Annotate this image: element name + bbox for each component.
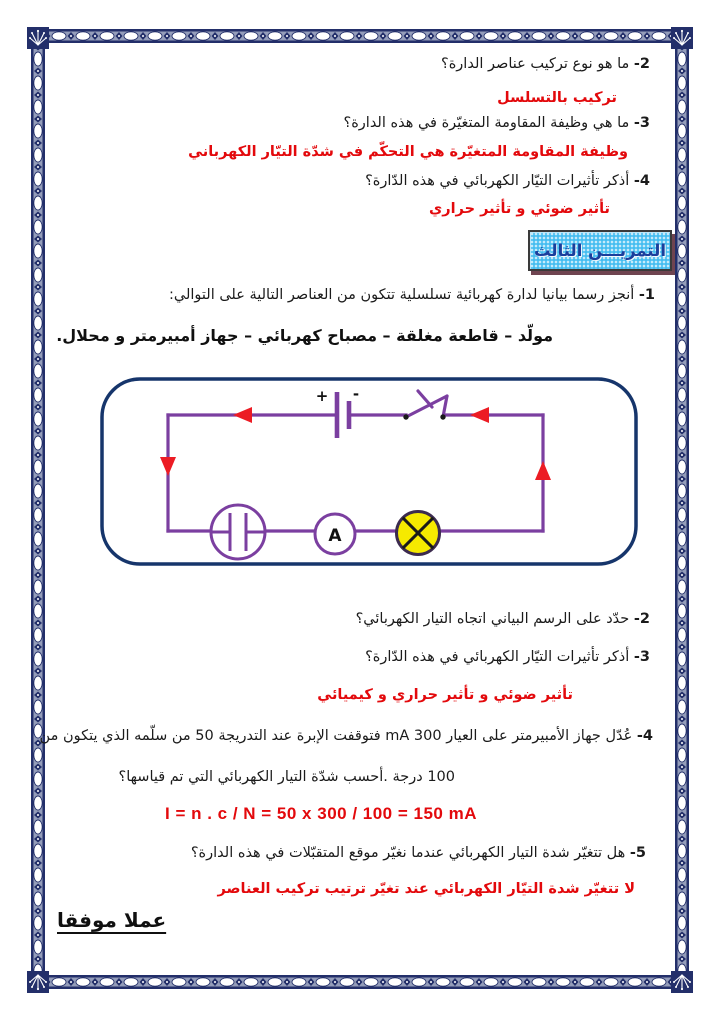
question-text: أذكر تأثيرات التيّار الكهربائي في هذه الدّارة؟: [365, 173, 630, 189]
arrow-left-down: [160, 457, 176, 476]
question-text: هل تتغيّر شدة التيار الكهربائي عندما نغيّر موقع المتقبّلات في هذه الدارة؟: [190, 845, 626, 861]
question-text: أنجز رسما بيانيا لدارة كهربائية تسلسلية تتكون من العناصر التالية على التوالي:: [169, 287, 635, 303]
circuit-diagram: [100, 376, 640, 568]
battery-plus-sign: +: [315, 387, 329, 405]
question-2-current-direction: [356, 611, 650, 627]
circuit-elements-list: مولّد – قاطعة مغلقة – مصباح كهربائي – جهاز أمبيرمتر و محلال.: [56, 326, 553, 345]
question-3-current-effects: [365, 649, 650, 665]
frame-corner-bottom-left-ornament: [27, 971, 49, 993]
question-number: 5-: [629, 845, 646, 861]
question-number: 1-: [638, 287, 655, 303]
question-number: 3-: [633, 649, 650, 665]
frame-corner-bottom-right-ornament: [671, 971, 693, 993]
exercise-three-title-text: التمريـــن الثالث: [533, 241, 667, 260]
question-number: 3-: [633, 115, 650, 131]
frame-top-border: [47, 29, 673, 43]
lamp-symbol: [397, 512, 440, 555]
circuit-frame: [102, 379, 636, 564]
current-calculation-formula: I = n . c / N = 50 x 300 / 100 = 150 mA: [165, 804, 477, 823]
question-4-current-effects: [365, 173, 650, 189]
question-5-position-change: [191, 845, 646, 861]
battery-minus-sign: -: [352, 385, 360, 403]
ammeter-letter: A: [328, 526, 342, 546]
question-text: ما هو نوع تركيب عناصر الدارة؟: [441, 56, 630, 72]
question-1-draw-circuit: [169, 287, 655, 303]
question-text: 100 درجة .أحسب شدّة التيار الكهربائي التي تم قياسها؟: [118, 769, 455, 785]
answer-3-effects: تأثير ضوئي و تأثير حراري و كيميائي: [317, 687, 573, 703]
question-4-ammeter-reading-line1: [40, 728, 653, 744]
frame-corner-top-right-ornament: [671, 27, 693, 49]
exercise-three-title-badge: [528, 230, 672, 271]
answer-3-rheostat-role: وظيفة المقاومة المتغيّرة هي التحكّم في شدّة التيّار الكهرباني: [188, 144, 628, 160]
question-text: عُدّل جهاز الأمبيرمتر على العيار 300 mA فتوقفت الإبرة عند التدريجة 50 من سلّمه الذي يتكون من: [39, 728, 633, 744]
ammeter-symbol: [315, 514, 355, 554]
question-4-ammeter-reading-line2: [119, 769, 456, 785]
answer-2-series-assembly: تركيب بالتسلسل: [497, 90, 617, 106]
switch-symbol: [403, 391, 447, 420]
question-3-rheostat-role: [344, 115, 651, 131]
frame-bottom-border: [47, 975, 673, 989]
good-luck-footer: عملا موفقا: [57, 908, 167, 932]
question-number: 4-: [636, 728, 653, 744]
arrow-right-up: [535, 461, 551, 480]
battery-symbol: [316, 385, 359, 438]
frame-left-border: [31, 47, 45, 975]
question-number: 2-: [633, 56, 650, 72]
electrolyser-symbol: [211, 505, 265, 559]
arrow-top-right: [470, 407, 489, 423]
answer-4-current-effects: تأثير ضوئي و تأثير حراري: [428, 201, 610, 217]
frame-right-border: [675, 47, 689, 975]
question-2-type-of-assembly: [441, 56, 650, 72]
answer-5-no-change: لا تتغيّر شدة التيّار الكهربائي عند تغيّر ترتيب تركيب العناصر: [217, 881, 635, 897]
question-text: أذكر تأثيرات التيّار الكهربائي في هذه الدّارة؟: [365, 649, 630, 665]
current-direction-arrows: [160, 407, 551, 480]
arrow-top-left: [233, 407, 252, 423]
frame-corner-top-left-ornament: [27, 27, 49, 49]
question-number: 2-: [633, 611, 650, 627]
question-number: 4-: [633, 173, 650, 189]
question-text: حدّد على الرسم البياني اتجاه التيار الكهربائي؟: [355, 611, 630, 627]
question-text: ما هي وظيفة المقاومة المتغيّرة في هذه الدارة؟: [343, 115, 630, 131]
